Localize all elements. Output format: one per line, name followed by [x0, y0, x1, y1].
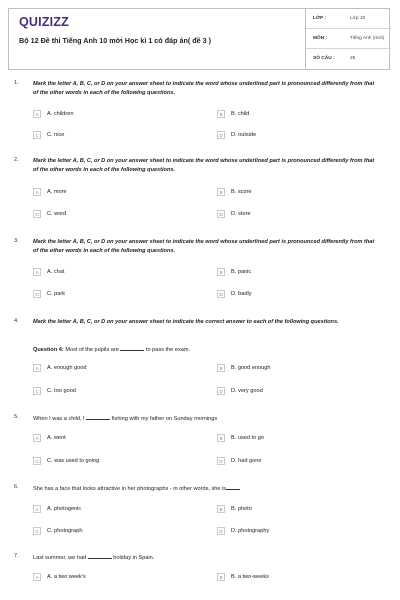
- option-letter-box: C: [33, 387, 41, 395]
- question-prompt: [33, 553, 378, 563]
- question-number: 5.: [14, 414, 19, 420]
- question-prompt: [33, 345, 190, 353]
- option-label: A. photogenic: [47, 505, 82, 512]
- option-letter-box: D: [217, 387, 225, 395]
- option-letter-box: D: [217, 131, 225, 139]
- option-letter-box: B: [217, 505, 225, 513]
- option-label: B. a two-weeks: [231, 573, 269, 580]
- option-label: B. photo: [231, 505, 252, 512]
- option-letter-box: D: [217, 210, 225, 218]
- document-title: Bộ 12 Đề thi Tiếng Anh 10 mới Học kì 1 có đáp án( đề 3 ): [19, 36, 212, 45]
- option-label: D. photography: [231, 527, 270, 534]
- option-label: C. photograph: [47, 527, 83, 534]
- question-number: 7.: [14, 553, 19, 559]
- option-label: A. more: [47, 188, 67, 195]
- meta-key: MÔN :: [313, 36, 328, 41]
- option-letter-box: D: [217, 290, 225, 298]
- option-label: B. good enough: [231, 364, 271, 371]
- prompt-text-before: Most of the pupils are: [63, 347, 121, 353]
- option-letter-box: D: [217, 457, 225, 465]
- question-number: 6.: [14, 484, 19, 490]
- option-label: D. outside: [231, 131, 257, 138]
- option-label: A. a two week's: [47, 573, 86, 580]
- meta-row-subject: [306, 29, 391, 49]
- meta-key: SỐ CÂU :: [313, 56, 335, 61]
- quizizz-logo: QUIZIZZ: [19, 15, 70, 29]
- answer-blank: [86, 414, 110, 420]
- option-label: D. had gone: [231, 457, 262, 464]
- option-letter-box: B: [217, 364, 225, 372]
- question-number: 4.: [14, 318, 19, 324]
- question-prompt: [33, 484, 378, 494]
- question-number: 2.: [14, 157, 19, 163]
- option-letter-box: A: [33, 268, 41, 276]
- question-instruction: Mark the letter A, B, C, or D on your answer sheet to indicate the word whose underlined part is pronounced differently from that of the other words in each of the following questions.: [33, 81, 375, 96]
- meta-row-count: [306, 49, 391, 69]
- answer-blank: [120, 345, 144, 351]
- question-instruction: Mark the letter A, B, C, or D on your answer sheet to indicate the word whose underlined part is pronounced differently from that of the other words in each of the following questions.: [33, 158, 375, 173]
- option-letter-box: B: [217, 573, 225, 581]
- option-letter-box: B: [217, 110, 225, 118]
- prompt-text-before: When I was a child, I: [33, 416, 87, 422]
- option-label: A. enough good: [47, 364, 87, 371]
- answer-blank: [226, 484, 240, 490]
- option-label: D. very good: [231, 387, 263, 394]
- option-label: C. nice: [47, 131, 65, 138]
- option-label: C. was used to going: [47, 457, 100, 464]
- question-label: Question 4:: [33, 347, 64, 353]
- question-instruction: Mark the letter A, B, C, or D on your answer sheet to indicate the correct answer to each of the following questions.: [33, 319, 339, 325]
- question-number: 3.: [14, 238, 19, 244]
- option-label: C. park: [47, 290, 66, 297]
- option-letter-box: A: [33, 364, 41, 372]
- worksheet-header: [8, 8, 390, 70]
- option-letter-box: A: [33, 505, 41, 513]
- meta-table: [305, 9, 391, 69]
- option-letter-box: C: [33, 131, 41, 139]
- option-letter-box: B: [217, 188, 225, 196]
- option-letter-box: A: [33, 110, 41, 118]
- meta-value: 25: [350, 56, 356, 61]
- option-label: C. too good: [47, 387, 76, 394]
- prompt-text-after: holiday in Spain.: [111, 555, 155, 561]
- option-letter-box: C: [33, 210, 41, 218]
- question-number: 1.: [14, 80, 19, 86]
- option-label: B. panic: [231, 268, 252, 275]
- option-letter-box: C: [33, 457, 41, 465]
- meta-value: Lớp 10: [350, 16, 366, 21]
- prompt-text-before: Last summer, we had: [33, 555, 88, 561]
- option-label: A. children: [47, 110, 74, 117]
- prompt-text-after: to pass the exam.: [144, 347, 191, 353]
- prompt-text-before: She has a face that looks attractive in her photographs - in other words, she is: [33, 486, 227, 492]
- option-label: A. chat: [47, 268, 65, 275]
- question-prompt: [33, 414, 378, 424]
- option-letter-box: A: [33, 573, 41, 581]
- option-label: D. store: [231, 210, 251, 217]
- option-letter-box: A: [33, 188, 41, 196]
- answer-blank: [88, 553, 112, 559]
- option-letter-box: C: [33, 527, 41, 535]
- question-instruction: Mark the letter A, B, C, or D on your answer sheet to indicate the word whose underlined part is pronounced differently from that of the other words in each of the following questions.: [33, 239, 375, 254]
- meta-key: LỚP :: [313, 16, 327, 21]
- option-letter-box: D: [217, 527, 225, 535]
- option-label: B. child: [231, 110, 250, 117]
- option-label: A. went: [47, 434, 66, 441]
- option-label: B. score: [231, 188, 252, 195]
- option-letter-box: C: [33, 290, 41, 298]
- option-letter-box: A: [33, 434, 41, 442]
- option-label: C. word: [47, 210, 67, 217]
- prompt-text-after: fishing with my father on Sunday mornings: [110, 416, 218, 422]
- option-label: D. badly: [231, 290, 252, 297]
- meta-row-class: [306, 9, 391, 29]
- option-letter-box: B: [217, 434, 225, 442]
- option-letter-box: B: [217, 268, 225, 276]
- option-label: B. used to go: [231, 434, 264, 441]
- meta-value: Tiếng Anh (mới): [350, 36, 385, 41]
